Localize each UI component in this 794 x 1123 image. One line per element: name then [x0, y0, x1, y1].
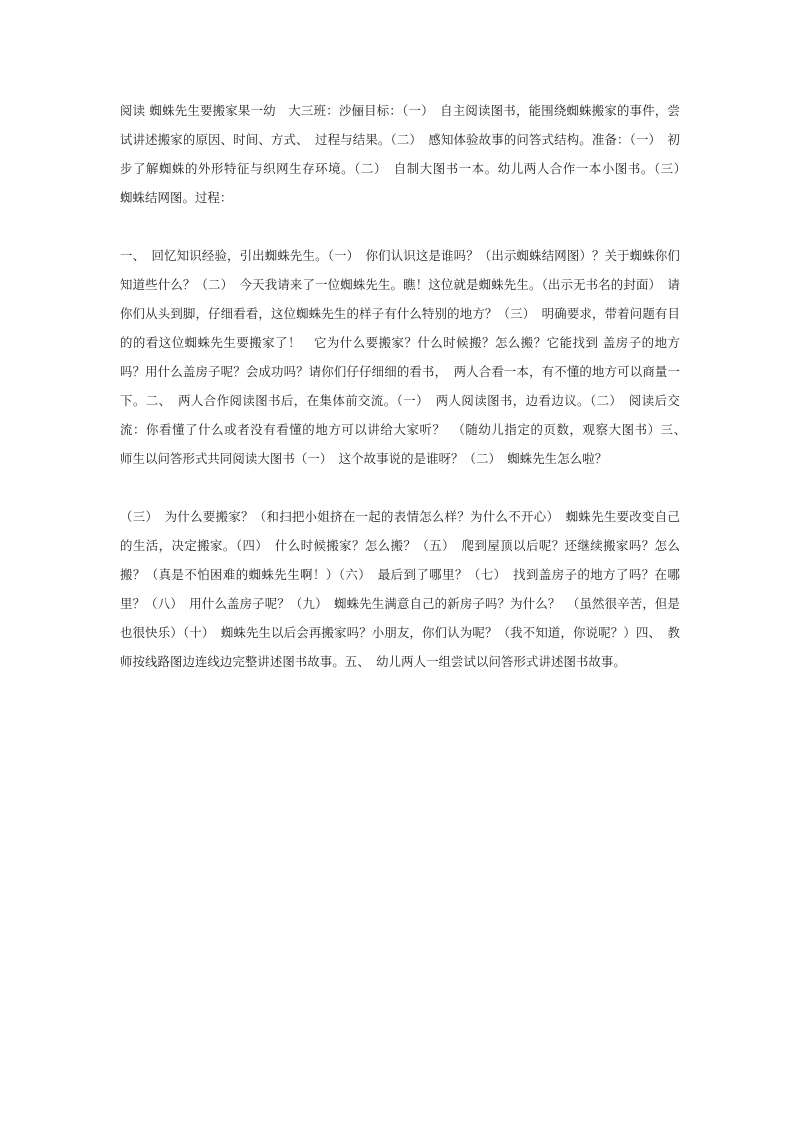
- paragraph-questions: （三） 为什么要搬家？（和扫把小姐挤在一起的表情怎么样？为什么不开心） 蜘蛛先生要改变自己的生活，决定搬家。（四） 什么时候搬家？怎么搬？（五） 爬到屋顶以后呢？还继续搬家吗？怎么搬？（真是不怕困难的蜘蛛先生啊！）（六） 最后到了哪里？（七） 找到盖房子的地方了吗？在哪里？（八） 用什么盖房子呢？（九） 蜘蛛先生满意自己的新房子吗？为什么？ （虽然很辛苦，但是也很快乐）（十） 蜘蛛先生以后会再搬家吗？小朋友，你们认为呢？（我不知道，你说呢？）四、 教师按线路图边连线边完整讲述图书故事。五、 幼儿两人一组尝试以问答形式讲述图书故事。: [120, 509, 680, 669]
- document-body: [120, 96, 693, 676]
- paragraph-intro: 阅读 蜘蛛先生要搬家果一幼 大三班：沙俪目标：（一） 自主阅读图书，能围绕蜘蛛搬家的事件，尝试讲述搬家的原因、时间、方式、 过程与结果。（二） 感知体验故事的问答式结构。准备：（一） 初步了解蜘蛛的外形特征与织网生存环境。（二） 自制大图书一本。幼儿两人合作一本小图书。（三） 蜘蛛结网图。过程：: [120, 103, 693, 205]
- paragraph-process: 一、 回忆知识经验，引出蜘蛛先生。（一） 你们认识这是谁吗？（出示蜘蛛结网图）？关于蜘蛛你们知道些什么？（二） 今天我请来了一位蜘蛛先生。瞧！这位就是蜘蛛先生。（出示无书名的封面） 请你们从头到脚，仔细看看，这位蜘蛛先生的样子有什么特别的地方？（三） 明确要求，带着问题有目的的看这位蜘蛛先生要搬家了！ 它为什么要搬家？什么时候搬？怎么搬？它能找到 盖房子的地方吗？用什么盖房子呢？会成功吗？请你们仔仔细细的看书， 两人合看一本，有不懂的地方可以商量一下。二、 两人合作阅读图书后，在集体前交流。（一） 两人阅读图书，边看边议。（二） 阅读后交流：你看懂了什么或者没有看懂的地方可以讲给大家听？ （随幼儿指定的页数，观察大图书）三、 师生以问答形式共同阅读大图书（一） 这个故事说的是谁呀？（二） 蜘蛛先生怎么啦？: [120, 248, 693, 466]
